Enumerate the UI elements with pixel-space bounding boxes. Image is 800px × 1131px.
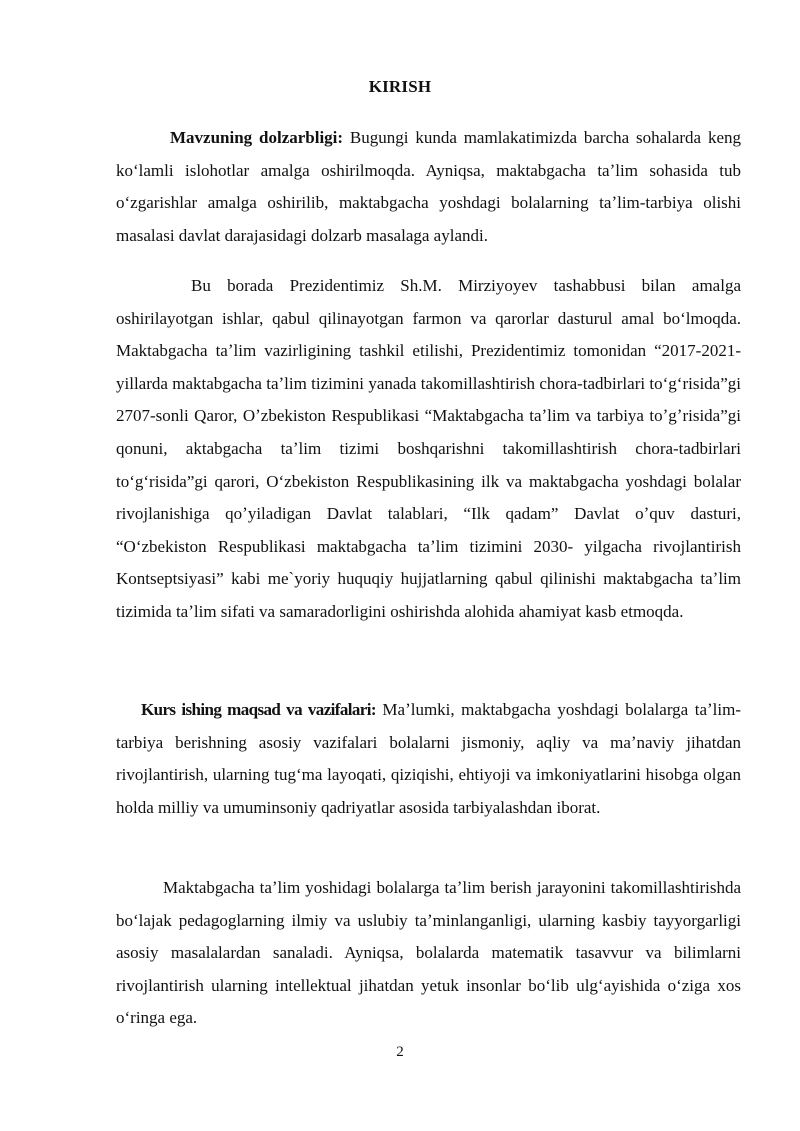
paragraph-text: Bugungi kunda mamlakatimizda barcha sohalarda keng koʻlamli islohotlar amalga oshirilmoqda. Ayniqsa, maktabgacha taʼlim sohasida tub oʻzgarishlar amalga oshirilib, maktabgacha yoshdagi bolalarning taʼlim-tarbiya olishi masalasi davlat darajasidagi dolzarb masalaga aylandi. — [116, 128, 741, 245]
paragraph-legal-basis — [116, 270, 741, 629]
paragraph-lead: Kurs ishing maqsad va vazifalari: — [141, 700, 376, 719]
paragraph-text: Maktabgacha taʼlim yoshidagi bolalarga taʼlim berish jarayonini takomillashtirishda boʻlajak pedagoglarning ilmiy va uslubiy taʼminlanganligi, ularning kasbiy tayyorgarligi asosiy masalalardan sanaladi. Ayniqsa, bolalarda matematik tasavvur va bilimlarni rivojlantirish ularning intellektual jihatdan yetuk insonlar boʻlib ulgʻayishida oʻziga xos oʻringa ega. — [116, 878, 741, 1028]
paragraph-lead: Mavzuning dolzarbligi: — [170, 128, 344, 147]
paragraph-text: Maʼlumki, maktabgacha yoshdagi bolalarga taʼlim-tarbiya berishning asosiy vazifalari bolalarni jismoniy, aqliy va maʼnaviy jihatdan rivojlantirish, ularning tugʻma layoqati, qiziqishi, ehtiyoji va imkoniyatlarini hisobga olgan holda milliy va umuminsoniy qadriyatlar asosida tarbiyalashdan iborat. — [116, 700, 742, 817]
paragraph-text: Bu borada Prezidentimiz Sh.M. Mirziyoyev tashabbusi bilan amalga oshirilayotgan ishlar, qabul qilinayotgan farmon va qarorlar dasturul amal boʻlmoqda. Maktabgacha taʼlim vazirligining tashkil etilishi, Prezidentimiz tomonidan “2017-2021-yillarda maktabgacha taʼlim tizimini yanada takomillashtirish chora-tadbirlari toʻgʻrisida”gi 2707-sonli Qaror, Oʼzbekiston Respublikasi “Maktabgacha taʼlim va tarbiya toʼgʼrisida”gi qonuni, aktabgacha taʼlim tizimi boshqarishni takomillashtirish chora-tadbirlari toʻgʻrisida”gi qarori, Oʻzbekiston Respublikasining ilk va maktabgacha yoshdagi bolalar rivojlanishiga qoʼyiladigan Davlat talablari, “Ilk qadam” Davlat oʼquv dasturi, “Oʻzbekiston Respublikasi maktabgacha taʼlim tizimini 2030- yilgacha rivojlantirish Kontseptsiyasi” kabi me`yoriy huquqiy hujjatlarning qabul qilinishi maktabgacha taʼlim tizimida taʼlim sifati va samaradorligini oshirishda alohida ahamiyat kasb etmoqda. — [116, 276, 741, 621]
page-number: 2 — [396, 1044, 404, 1060]
page-title: KIRISH — [368, 77, 432, 96]
paragraph-goals — [116, 694, 741, 824]
paragraph-teacher-training — [116, 872, 741, 1035]
paragraph-relevance — [116, 122, 741, 252]
